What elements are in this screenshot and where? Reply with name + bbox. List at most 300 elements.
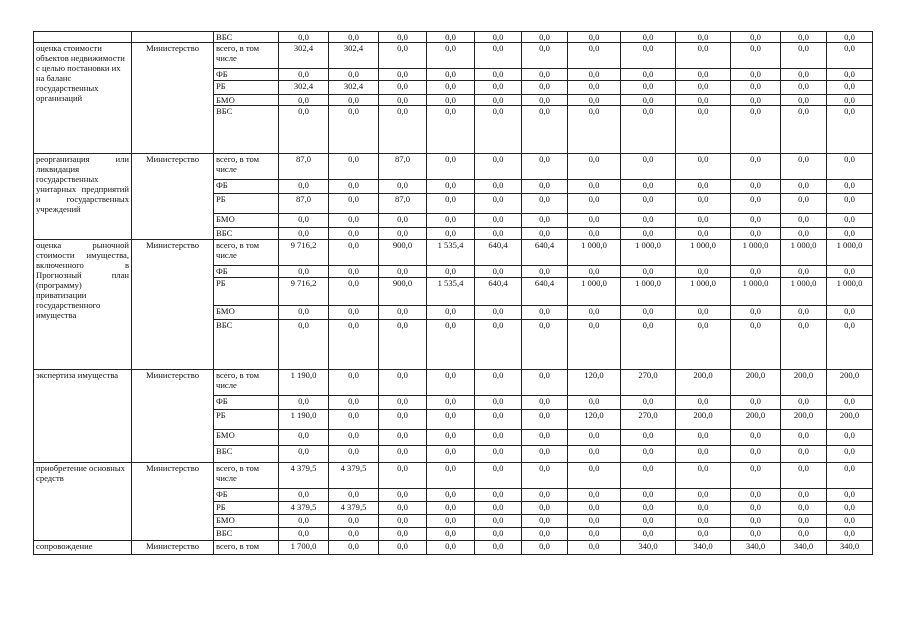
value-cell: 0,0 [379,430,427,446]
value-cell: 0,0 [781,180,827,194]
activity-cell: оценка стоимости объектов недвижимости с целью постановки их на баланс государственных организаций [34,43,132,154]
value-cell: 0,0 [621,228,676,240]
value-cell: 200,0 [676,410,731,430]
value-cell: 0,0 [379,266,427,278]
value-cell: 0,0 [621,32,676,43]
value-cell: 0,0 [621,43,676,69]
value-cell: 0,0 [827,515,873,528]
value-cell: 0,0 [522,430,568,446]
value-cell: 0,0 [522,541,568,555]
value-cell: 0,0 [621,430,676,446]
value-cell: 0,0 [279,180,329,194]
value-cell: 0,0 [731,306,781,320]
value-cell: 0,0 [522,180,568,194]
funding-source-cell: ВБС [214,446,279,463]
value-cell: 0,0 [827,43,873,69]
value-cell: 0,0 [379,69,427,81]
value-cell: 0,0 [279,32,329,43]
value-cell: 0,0 [676,306,731,320]
value-cell: 0,0 [676,430,731,446]
value-cell: 0,0 [568,180,621,194]
value-cell: 0,0 [379,106,427,154]
value-cell: 0,0 [781,69,827,81]
activity-cell: реорганизация или ликвидация государственных унитарных предприятий и государственных учреждений [34,154,132,240]
value-cell: 0,0 [731,502,781,515]
funding-source-cell: БМО [214,515,279,528]
value-cell: 0,0 [568,541,621,555]
value-cell: 0,0 [522,515,568,528]
value-cell: 0,0 [676,194,731,214]
value-cell: 1 000,0 [621,240,676,266]
value-cell: 0,0 [427,446,475,463]
value-cell: 0,0 [568,69,621,81]
funding-source-cell: ВБС [214,528,279,541]
value-cell: 640,4 [522,278,568,306]
value-cell: 0,0 [621,489,676,502]
value-cell: 0,0 [427,180,475,194]
value-cell: 0,0 [329,410,379,430]
value-cell: 0,0 [427,266,475,278]
value-cell: 0,0 [781,528,827,541]
value-cell: 0,0 [731,228,781,240]
value-cell: 0,0 [379,541,427,555]
value-cell: 1 000,0 [827,240,873,266]
value-cell: 0,0 [379,214,427,228]
value-cell: 0,0 [329,370,379,396]
value-cell: 0,0 [781,463,827,489]
value-cell: 0,0 [781,320,827,370]
value-cell: 0,0 [522,194,568,214]
value-cell: 0,0 [731,95,781,106]
value-cell: 0,0 [522,489,568,502]
value-cell: 0,0 [379,43,427,69]
value-cell: 0,0 [621,306,676,320]
value-cell: 0,0 [522,446,568,463]
value-cell: 0,0 [475,81,522,95]
value-cell: 0,0 [522,396,568,410]
value-cell: 302,4 [279,43,329,69]
value-cell: 0,0 [329,306,379,320]
value-cell: 0,0 [379,528,427,541]
value-cell: 0,0 [568,43,621,69]
value-cell: 0,0 [279,228,329,240]
value-cell: 1 000,0 [676,240,731,266]
value-cell: 0,0 [279,528,329,541]
value-cell: 0,0 [522,410,568,430]
value-cell: 0,0 [827,214,873,228]
value-cell: 0,0 [475,528,522,541]
executor-cell: Министерство [132,370,214,463]
value-cell: 0,0 [781,194,827,214]
value-cell: 0,0 [379,370,427,396]
value-cell: 1 190,0 [279,370,329,396]
value-cell: 0,0 [568,489,621,502]
value-cell: 0,0 [427,106,475,154]
value-cell: 0,0 [621,154,676,180]
value-cell: 0,0 [731,43,781,69]
value-cell: 1 000,0 [568,278,621,306]
value-cell: 0,0 [329,154,379,180]
value-cell: 0,0 [475,69,522,81]
value-cell: 0,0 [827,396,873,410]
value-cell: 0,0 [781,214,827,228]
value-cell: 0,0 [621,81,676,95]
value-cell: 0,0 [279,306,329,320]
value-cell: 120,0 [568,370,621,396]
value-cell: 0,0 [522,463,568,489]
value-cell: 0,0 [329,515,379,528]
value-cell: 1 000,0 [781,240,827,266]
value-cell: 0,0 [329,396,379,410]
value-cell: 0,0 [427,410,475,430]
value-cell: 0,0 [475,194,522,214]
activity-cell: приобретение основных средств [34,463,132,541]
funding-source-cell: ВБС [214,32,279,43]
value-cell: 0,0 [475,43,522,69]
funding-source-cell: всего, в том [214,541,279,555]
value-cell: 0,0 [379,515,427,528]
funding-source-cell: ВБС [214,106,279,154]
value-cell: 0,0 [568,446,621,463]
value-cell: 0,0 [475,320,522,370]
value-cell: 0,0 [522,95,568,106]
value-cell: 0,0 [475,228,522,240]
value-cell: 0,0 [827,81,873,95]
value-cell: 900,0 [379,240,427,266]
value-cell: 0,0 [522,228,568,240]
value-cell: 0,0 [781,228,827,240]
value-cell: 0,0 [329,69,379,81]
value-cell: 0,0 [329,278,379,306]
value-cell: 0,0 [329,528,379,541]
value-cell: 640,4 [475,240,522,266]
value-cell: 0,0 [329,240,379,266]
value-cell: 0,0 [781,306,827,320]
value-cell: 0,0 [568,32,621,43]
value-cell: 200,0 [781,370,827,396]
value-cell: 0,0 [676,489,731,502]
value-cell: 200,0 [731,370,781,396]
value-cell: 0,0 [621,194,676,214]
value-cell: 0,0 [568,106,621,154]
value-cell: 1 000,0 [621,278,676,306]
value-cell: 0,0 [568,320,621,370]
value-cell: 0,0 [475,95,522,106]
value-cell: 0,0 [731,528,781,541]
funding-source-cell: ФБ [214,180,279,194]
value-cell: 0,0 [781,430,827,446]
value-cell: 302,4 [279,81,329,95]
value-cell: 0,0 [827,32,873,43]
value-cell: 0,0 [475,430,522,446]
value-cell: 270,0 [621,410,676,430]
value-cell: 0,0 [676,320,731,370]
value-cell: 0,0 [475,446,522,463]
value-cell: 4 379,5 [279,502,329,515]
table-row [34,32,873,43]
value-cell: 0,0 [827,320,873,370]
value-cell: 0,0 [379,446,427,463]
value-cell: 0,0 [676,228,731,240]
value-cell: 0,0 [329,266,379,278]
value-cell: 0,0 [568,95,621,106]
value-cell: 87,0 [379,154,427,180]
value-cell: 0,0 [379,489,427,502]
funding-source-cell: РБ [214,278,279,306]
value-cell: 0,0 [522,32,568,43]
value-cell: 0,0 [475,306,522,320]
funding-source-cell: ФБ [214,489,279,502]
value-cell: 0,0 [731,396,781,410]
value-cell: 0,0 [676,396,731,410]
value-cell: 0,0 [676,43,731,69]
value-cell: 0,0 [621,214,676,228]
value-cell: 0,0 [731,430,781,446]
value-cell: 1 000,0 [731,240,781,266]
table-row [34,154,873,180]
value-cell: 340,0 [621,541,676,555]
value-cell: 0,0 [475,502,522,515]
funding-source-cell: ВБС [214,320,279,370]
value-cell: 0,0 [475,489,522,502]
value-cell: 1 000,0 [568,240,621,266]
budget-table [33,31,873,555]
value-cell: 0,0 [379,396,427,410]
value-cell: 0,0 [522,69,568,81]
value-cell: 200,0 [827,410,873,430]
value-cell: 0,0 [329,95,379,106]
value-cell: 0,0 [522,154,568,180]
value-cell: 0,0 [676,32,731,43]
value-cell: 1 000,0 [781,278,827,306]
value-cell: 0,0 [329,180,379,194]
funding-source-cell: БМО [214,306,279,320]
value-cell: 0,0 [827,306,873,320]
value-cell: 0,0 [522,370,568,396]
value-cell: 0,0 [329,541,379,555]
value-cell: 0,0 [827,106,873,154]
value-cell: 4 379,5 [329,463,379,489]
value-cell: 0,0 [427,81,475,95]
value-cell: 0,0 [827,95,873,106]
value-cell: 340,0 [676,541,731,555]
value-cell: 200,0 [676,370,731,396]
value-cell: 0,0 [279,214,329,228]
value-cell: 0,0 [279,95,329,106]
value-cell: 340,0 [731,541,781,555]
value-cell: 87,0 [379,194,427,214]
value-cell: 87,0 [279,194,329,214]
value-cell: 0,0 [427,370,475,396]
value-cell: 0,0 [827,489,873,502]
value-cell: 0,0 [827,154,873,180]
value-cell: 0,0 [781,502,827,515]
value-cell: 0,0 [781,106,827,154]
value-cell: 0,0 [621,69,676,81]
value-cell: 0,0 [827,502,873,515]
value-cell: 1 190,0 [279,410,329,430]
value-cell: 1 000,0 [731,278,781,306]
value-cell: 0,0 [379,81,427,95]
value-cell: 0,0 [279,320,329,370]
value-cell: 0,0 [427,320,475,370]
table-row [34,43,873,69]
value-cell: 0,0 [475,410,522,430]
value-cell: 0,0 [427,502,475,515]
value-cell: 0,0 [279,515,329,528]
value-cell: 0,0 [475,32,522,43]
activity-cell: сопровождение [34,541,132,555]
value-cell: 0,0 [827,69,873,81]
value-cell: 0,0 [279,446,329,463]
value-cell: 0,0 [621,180,676,194]
value-cell: 0,0 [568,306,621,320]
value-cell: 0,0 [522,81,568,95]
value-cell: 0,0 [329,430,379,446]
value-cell: 0,0 [621,446,676,463]
value-cell: 0,0 [279,266,329,278]
value-cell: 0,0 [329,214,379,228]
value-cell: 0,0 [781,266,827,278]
value-cell: 0,0 [522,43,568,69]
value-cell: 0,0 [427,43,475,69]
value-cell: 0,0 [427,194,475,214]
value-cell: 0,0 [475,214,522,228]
value-cell: 120,0 [568,410,621,430]
value-cell: 0,0 [279,430,329,446]
value-cell: 0,0 [827,528,873,541]
value-cell: 0,0 [781,154,827,180]
funding-source-cell: РБ [214,81,279,95]
value-cell: 87,0 [279,154,329,180]
value-cell: 0,0 [427,430,475,446]
value-cell: 200,0 [781,410,827,430]
value-cell: 0,0 [731,154,781,180]
executor-cell: Министерство [132,240,214,370]
table-row [34,370,873,396]
funding-source-cell: всего, в том числе [214,154,279,180]
value-cell: 0,0 [676,446,731,463]
value-cell: 9 716,2 [279,278,329,306]
value-cell: 0,0 [621,106,676,154]
value-cell: 0,0 [522,306,568,320]
value-cell: 0,0 [731,180,781,194]
value-cell: 0,0 [279,69,329,81]
funding-source-cell: РБ [214,194,279,214]
value-cell: 0,0 [329,489,379,502]
value-cell: 0,0 [475,106,522,154]
value-cell: 0,0 [781,515,827,528]
funding-source-cell: БМО [214,95,279,106]
value-cell: 0,0 [522,320,568,370]
table-row [34,541,873,555]
value-cell: 0,0 [731,489,781,502]
funding-source-cell: ФБ [214,69,279,81]
value-cell: 0,0 [676,502,731,515]
value-cell: 0,0 [621,95,676,106]
value-cell: 0,0 [522,106,568,154]
value-cell: 0,0 [427,463,475,489]
value-cell: 0,0 [329,228,379,240]
value-cell: 0,0 [329,194,379,214]
value-cell: 0,0 [827,180,873,194]
value-cell: 0,0 [329,106,379,154]
value-cell: 340,0 [827,541,873,555]
value-cell: 270,0 [621,370,676,396]
funding-source-cell: всего, в том числе [214,240,279,266]
value-cell: 0,0 [568,214,621,228]
value-cell: 200,0 [827,370,873,396]
value-cell: 0,0 [568,266,621,278]
funding-source-cell: всего, в том числе [214,370,279,396]
value-cell: 0,0 [621,502,676,515]
funding-source-cell: всего, в том числе [214,43,279,69]
value-cell: 0,0 [427,489,475,502]
value-cell: 0,0 [379,306,427,320]
value-cell: 0,0 [621,463,676,489]
value-cell: 0,0 [676,180,731,194]
value-cell: 0,0 [475,154,522,180]
funding-source-cell: ФБ [214,396,279,410]
value-cell: 0,0 [676,106,731,154]
executor-cell: Министерство [132,541,214,555]
value-cell: 0,0 [379,320,427,370]
value-cell: 640,4 [522,240,568,266]
value-cell: 0,0 [475,370,522,396]
value-cell: 0,0 [781,489,827,502]
value-cell: 0,0 [475,396,522,410]
value-cell: 0,0 [427,396,475,410]
value-cell: 0,0 [731,320,781,370]
value-cell: 0,0 [427,214,475,228]
value-cell: 0,0 [676,81,731,95]
table-row [34,240,873,266]
value-cell: 0,0 [827,430,873,446]
value-cell: 0,0 [676,214,731,228]
value-cell: 0,0 [475,266,522,278]
value-cell: 0,0 [522,266,568,278]
value-cell: 0,0 [827,463,873,489]
value-cell: 0,0 [781,81,827,95]
value-cell: 640,4 [475,278,522,306]
value-cell: 0,0 [568,154,621,180]
value-cell: 0,0 [781,43,827,69]
funding-source-cell: БМО [214,214,279,228]
value-cell: 0,0 [827,194,873,214]
value-cell: 9 716,2 [279,240,329,266]
value-cell: 0,0 [827,446,873,463]
value-cell: 0,0 [621,528,676,541]
value-cell: 0,0 [379,32,427,43]
value-cell: 0,0 [781,95,827,106]
value-cell: 0,0 [731,266,781,278]
value-cell: 0,0 [731,106,781,154]
activity-cell: экспертиза имущества [34,370,132,463]
value-cell: 0,0 [621,266,676,278]
value-cell: 0,0 [827,228,873,240]
value-cell: 0,0 [329,32,379,43]
value-cell: 0,0 [379,228,427,240]
table-body [34,32,873,555]
value-cell: 0,0 [568,194,621,214]
value-cell: 0,0 [568,430,621,446]
value-cell: 0,0 [522,502,568,515]
funding-source-cell: РБ [214,502,279,515]
funding-source-cell: всего, в том числе [214,463,279,489]
value-cell: 4 379,5 [329,502,379,515]
value-cell: 0,0 [379,502,427,515]
value-cell: 0,0 [676,463,731,489]
